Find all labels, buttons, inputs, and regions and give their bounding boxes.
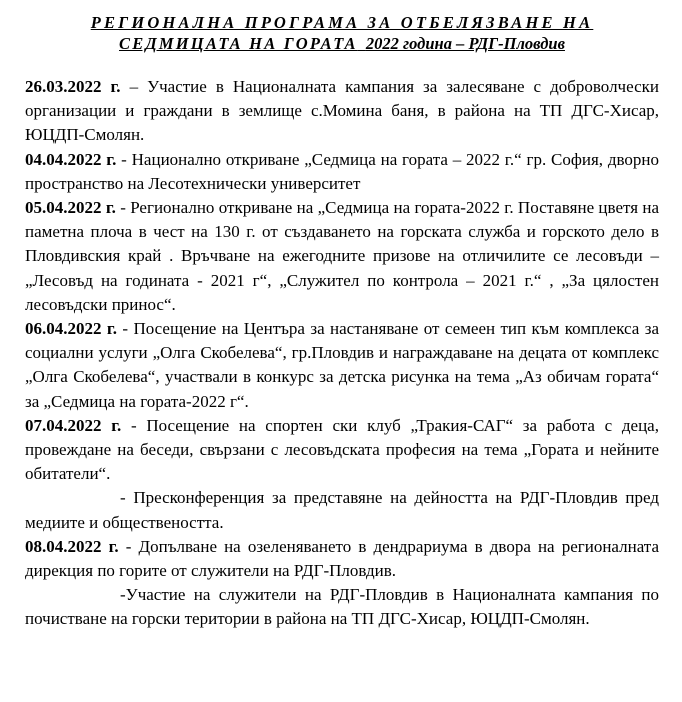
program-body bbox=[25, 75, 659, 632]
entry-08-04 bbox=[25, 535, 659, 583]
entry-text: - Посещение на Центъра за настаняване от семеен тип към комплекса за социални услуги „Олга Скобелева“, гр.Пловдив и награждаване на децата от комплекс „Олга Скобелева“, участвали в конкурс за детска рисунка на тема „Аз обичам гората“ за „Седмица на гората-2022 г“. bbox=[25, 319, 659, 411]
entry-07-04 bbox=[25, 414, 659, 487]
entry-08-04-cleanup-campaign: -Участие на служители на РДГ-Пловдив в Националната кампания по почистване на горски територии в района на ТП ДГС-Хисар, ЮЦДП-Смолян. bbox=[25, 585, 659, 629]
entry-06-04 bbox=[25, 317, 659, 414]
document-page bbox=[25, 12, 659, 632]
title-line-2-end: 2022 година – РДГ-Пловдив bbox=[365, 34, 565, 53]
entry-date: 07.04.2022 г. bbox=[25, 415, 122, 435]
entry-date: 04.04.2022 г. bbox=[25, 149, 117, 169]
entry-04-04 bbox=[25, 148, 659, 196]
entry-date: 26.03.2022 г. bbox=[25, 77, 121, 96]
entry-text: - Допълване на озеленяването в дендрариума в двора на регионалната дирекция по горите от служители на РДГ-Пловдив. bbox=[25, 536, 659, 581]
entry-date: 05.04.2022 г. bbox=[25, 198, 116, 218]
entry-date: 08.04.2022 г. bbox=[25, 536, 119, 556]
entry-text: – Участие в Националната кампания за залесяване с доброволчески организации и граждани в землище с.Момина баня, в района на ТП ДГС-Хисар, ЮЦДП-Смолян. bbox=[25, 77, 659, 145]
entry-05-04 bbox=[25, 196, 659, 317]
title-line-1: РЕГИОНАЛНА ПРОГРАМА ЗА ОТБЕЛЯЗВАНЕ НА bbox=[90, 13, 594, 32]
entry-text: - Посещение на спортен ски клуб „Тракия-САГ“ за работа с деца, провеждане на беседи, свързани с лесовъдската професия на тема „Гората и нейните обитатели“. bbox=[25, 415, 659, 484]
program-title bbox=[25, 12, 659, 54]
entry-26-03 bbox=[25, 75, 659, 148]
title-line-2-start: СЕДМИЦАТА НА ГОРАТА bbox=[119, 34, 358, 53]
entry-text: - Регионално откриване на „Седмица на гората-2022 г. Поставяне цветя на паметна плоча в чест на 130 г. от създаването на горската служба и горското дело в Пловдивския край . Връчване на ежегодните призове на отличилите се лесовъди – „Лесовъд на годината - 2021 г“, „Служител по контрола – 2021 г.“ , „За цялостен лесовъдски принос“. bbox=[25, 198, 660, 314]
entry-date: 06.04.2022 г. bbox=[25, 319, 117, 339]
entry-07-04-press-conference: - Пресконференция за представяне на дейността на РДГ-Пловдив пред медиите и обществеността. bbox=[25, 488, 659, 532]
title-line-2 bbox=[25, 33, 659, 54]
entry-text: - Национално откриване „Седмица на гората – 2022 г.“ гр. София, дворно пространство на Лесотехнически университет bbox=[25, 149, 659, 193]
